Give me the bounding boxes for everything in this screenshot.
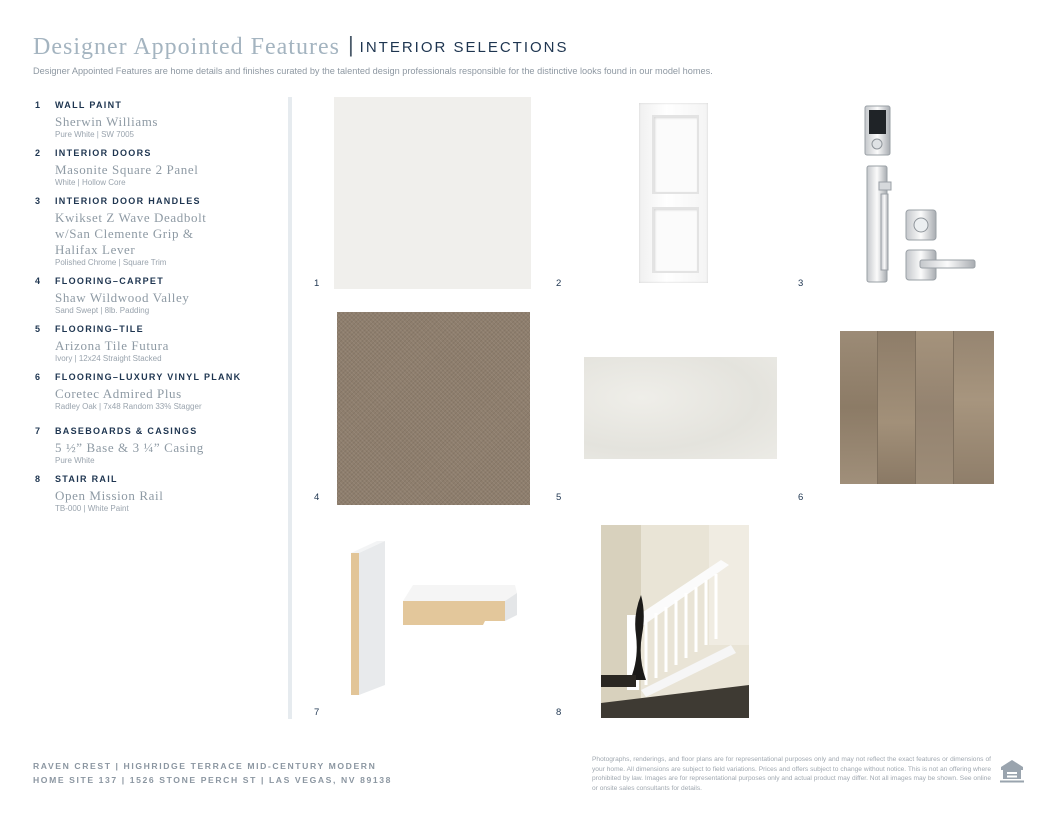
- item-spec: Polished Chrome | Square Trim: [55, 258, 167, 267]
- list-item: [35, 324, 280, 363]
- item-product: Open Mission Rail: [55, 488, 164, 503]
- item-spec: TB-000 | White Paint: [55, 504, 129, 513]
- baseboard-casing-image: [345, 535, 525, 700]
- list-item: [35, 100, 280, 139]
- item-number: 6: [35, 372, 42, 382]
- item-product: 5 ½” Base & 3 ¼” Casing: [55, 440, 204, 455]
- item-product: Sherwin Williams: [55, 114, 159, 129]
- item-number: 3: [35, 196, 42, 206]
- legal-disclaimer: Photographs, renderings, and floor plans are for representational purposes only and may not reflect the exact features or dimensions of your home. All dimensions are subject to field variations. Prices and offers subject to change without notice. This is not an offering where prohibited by law. Images are for representational purposes only and actual product may differ. Not all images may be shown. See online or onsite sales consultants for details.: [592, 756, 991, 792]
- selection-list: [35, 100, 280, 522]
- door-lower-panel: [652, 207, 699, 273]
- item-category: INTERIOR DOORS: [55, 148, 152, 158]
- footer-address: [33, 759, 392, 787]
- page-subtitle: INTERIOR SELECTIONS: [359, 39, 569, 56]
- item-spec: Pure White: [55, 456, 95, 465]
- item-number: 2: [35, 148, 42, 158]
- item-number: 4: [35, 276, 42, 286]
- door-handles-image: [860, 100, 980, 285]
- image-label-3: 3: [798, 278, 804, 289]
- casing-profile: [403, 585, 517, 625]
- intro-text: Designer Appointed Features are home details and finishes curated by the talented design professionals responsible for the distinctive looks found in our model homes.: [33, 66, 713, 76]
- item-category: BASEBOARDS & CASINGS: [55, 426, 198, 436]
- list-item: [35, 276, 280, 315]
- smart-deadbolt-keypad: [865, 106, 890, 155]
- item-spec: Sand Swept | 8lb. Padding: [55, 306, 150, 315]
- list-item: [35, 196, 280, 267]
- item-category: WALL PAINT: [55, 100, 123, 110]
- image-label-2: 2: [556, 278, 562, 289]
- item-product: Shaw Wildwood Valley: [55, 290, 190, 305]
- item-spec: White | Hollow Core: [55, 178, 126, 187]
- interior-door-image: [639, 103, 708, 283]
- item-number: 1: [35, 100, 42, 110]
- list-item: [35, 372, 280, 411]
- stair-rail-image: [601, 525, 749, 718]
- item-category: FLOORING–CARPET: [55, 276, 165, 286]
- item-product: Masonite Square 2 Panel: [55, 162, 199, 177]
- list-item: [35, 426, 280, 465]
- tile-swatch: [584, 357, 777, 459]
- item-category: FLOORING–LUXURY VINYL PLANK: [55, 372, 242, 382]
- page-title: Designer Appointed Features: [33, 34, 340, 60]
- title-separator: |: [347, 32, 354, 57]
- item-spec: Pure White | SW 7005: [55, 130, 134, 139]
- item-product: Arizona Tile Futura: [55, 338, 169, 353]
- community-name: RAVEN CREST | HIGHRIDGE TERRACE MID-CENTURY MODERN: [33, 761, 377, 771]
- item-number: 5: [35, 324, 42, 334]
- baseboard-profile: [351, 541, 385, 695]
- item-spec: Radley Oak | 7x48 Random 33% Stagger: [55, 402, 202, 411]
- wall-paint-swatch: [334, 97, 531, 289]
- image-label-6: 6: [798, 492, 804, 503]
- image-label-5: 5: [556, 492, 562, 503]
- door-upper-panel: [652, 115, 699, 194]
- handleset-grip: [867, 166, 891, 282]
- image-label-4: 4: [314, 492, 320, 503]
- item-product: Coretec Admired Plus: [55, 386, 182, 401]
- round-deadbolt: [906, 210, 936, 240]
- luxury-vinyl-plank-swatch: [840, 331, 994, 484]
- vertical-divider: [288, 97, 292, 719]
- page-header: [33, 34, 569, 61]
- item-spec: Ivory | 12x24 Straight Stacked: [55, 354, 162, 363]
- item-number: 7: [35, 426, 42, 436]
- item-number: 8: [35, 474, 42, 484]
- image-label-1: 1: [314, 278, 320, 289]
- list-item: [35, 148, 280, 187]
- item-category: FLOORING–TILE: [55, 324, 144, 334]
- carpet-swatch: [337, 312, 530, 505]
- item-product: Kwikset Z Wave Deadbolt w/San Clemente Grip & Halifax Lever: [55, 210, 207, 257]
- equal-housing-opportunity-icon: [999, 758, 1025, 784]
- image-label-7: 7: [314, 707, 320, 718]
- image-label-8: 8: [556, 707, 562, 718]
- list-item: [35, 474, 280, 513]
- halifax-lever: [906, 250, 975, 280]
- item-category: STAIR RAIL: [55, 474, 118, 484]
- item-category: INTERIOR DOOR HANDLES: [55, 196, 201, 206]
- home-site-address: HOME SITE 137 | 1526 STONE PERCH ST | LAS VEGAS, NV 89138: [33, 775, 393, 785]
